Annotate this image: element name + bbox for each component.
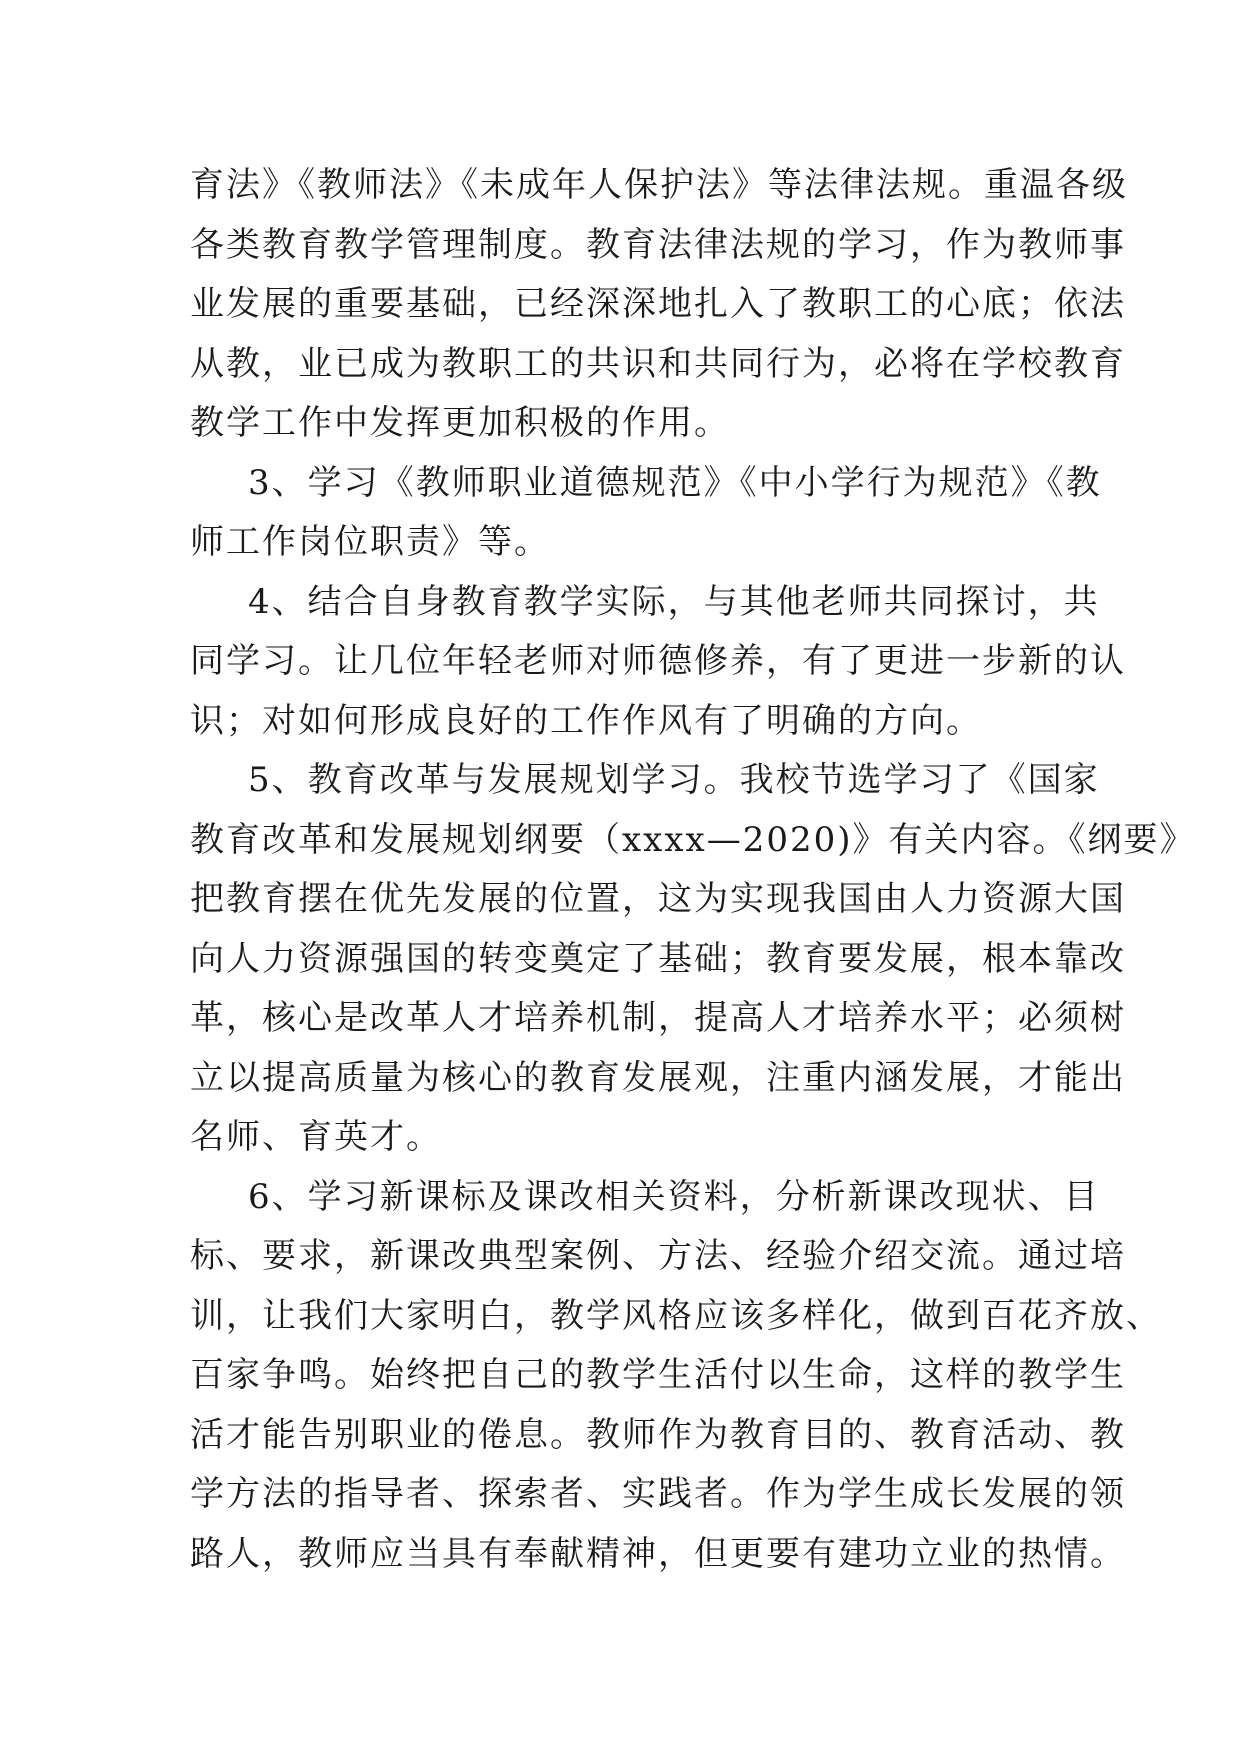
text-line: 名师、育英才。	[190, 1117, 442, 1157]
text-line: 百家争鸣。始终把自己的教学生活付以生命，这样的教学生	[190, 1355, 1126, 1395]
text-line: 同学习。让几位年轻老师对师德修养，有了更进一步新的认	[190, 641, 1126, 681]
paragraph-4-first-line: 4、结合自身教育教学实际，与其他老师共同探讨，共	[248, 581, 1100, 622]
text-line: 路人，教师应当具有奉献精神，但更要有建功立业的热情。	[190, 1533, 1126, 1574]
text-line: 育法》《教师法》《未成年人保护法》等法律法规。重温各级	[190, 165, 1128, 205]
text-line: 各类教育教学管理制度。教育法律法规的学习，作为教师事	[190, 224, 1126, 265]
paragraph-5-first-line: 5、教育改革与发展规划学习。我校节选学习了《国家	[248, 760, 1100, 800]
text-line: 训，让我们大家明白，教学风格应该多样化，做到百花齐放、	[190, 1295, 1162, 1336]
text-line: 革，核心是改革人才培养机制，提高人才培养水平；必须树	[190, 998, 1126, 1038]
text-line: 学方法的指导者、探索者、实践者。作为学生成长发展的领	[190, 1474, 1126, 1514]
text-line: 从教，业已成为教职工的共识和共同行为，必将在学校教育	[190, 343, 1126, 384]
text-line: 立以提高质量为核心的教育发展观，注重内涵发展，才能出	[190, 1057, 1126, 1098]
text-line: 教育改革和发展规划纲要（xxxx—2020)》有关内容。《纲要》	[190, 819, 1196, 860]
text-line: 向人力资源强国的转变奠定了基础；教育要发展，根本靠改	[190, 938, 1126, 979]
text-line: 识；对如何形成良好的工作作风有了明确的方向。	[190, 700, 982, 741]
text-line: 师工作岗位职责》等。	[190, 522, 550, 562]
text-line: 业发展的重要基础，已经深深地扎入了教职工的心底；依法	[190, 284, 1126, 324]
paragraph-6-first-line: 6、学习新课标及课改相关资料，分析新课改现状、目	[248, 1176, 1100, 1217]
text-line: 标、要求，新课改典型案例、方法、经验介绍交流。通过培	[190, 1236, 1126, 1276]
paragraph-3-first-line: 3、学习《教师职业道德规范》《中小学行为规范》《教	[248, 462, 1102, 503]
document-body	[190, 156, 1196, 1584]
text-line: 把教育摆在优先发展的位置，这为实现我国由人力资源大国	[190, 879, 1126, 919]
text-line: 活才能告别职业的倦息。教师作为教育目的、教育活动、教	[190, 1414, 1126, 1455]
text-line: 教学工作中发挥更加积极的作用。	[190, 403, 730, 443]
